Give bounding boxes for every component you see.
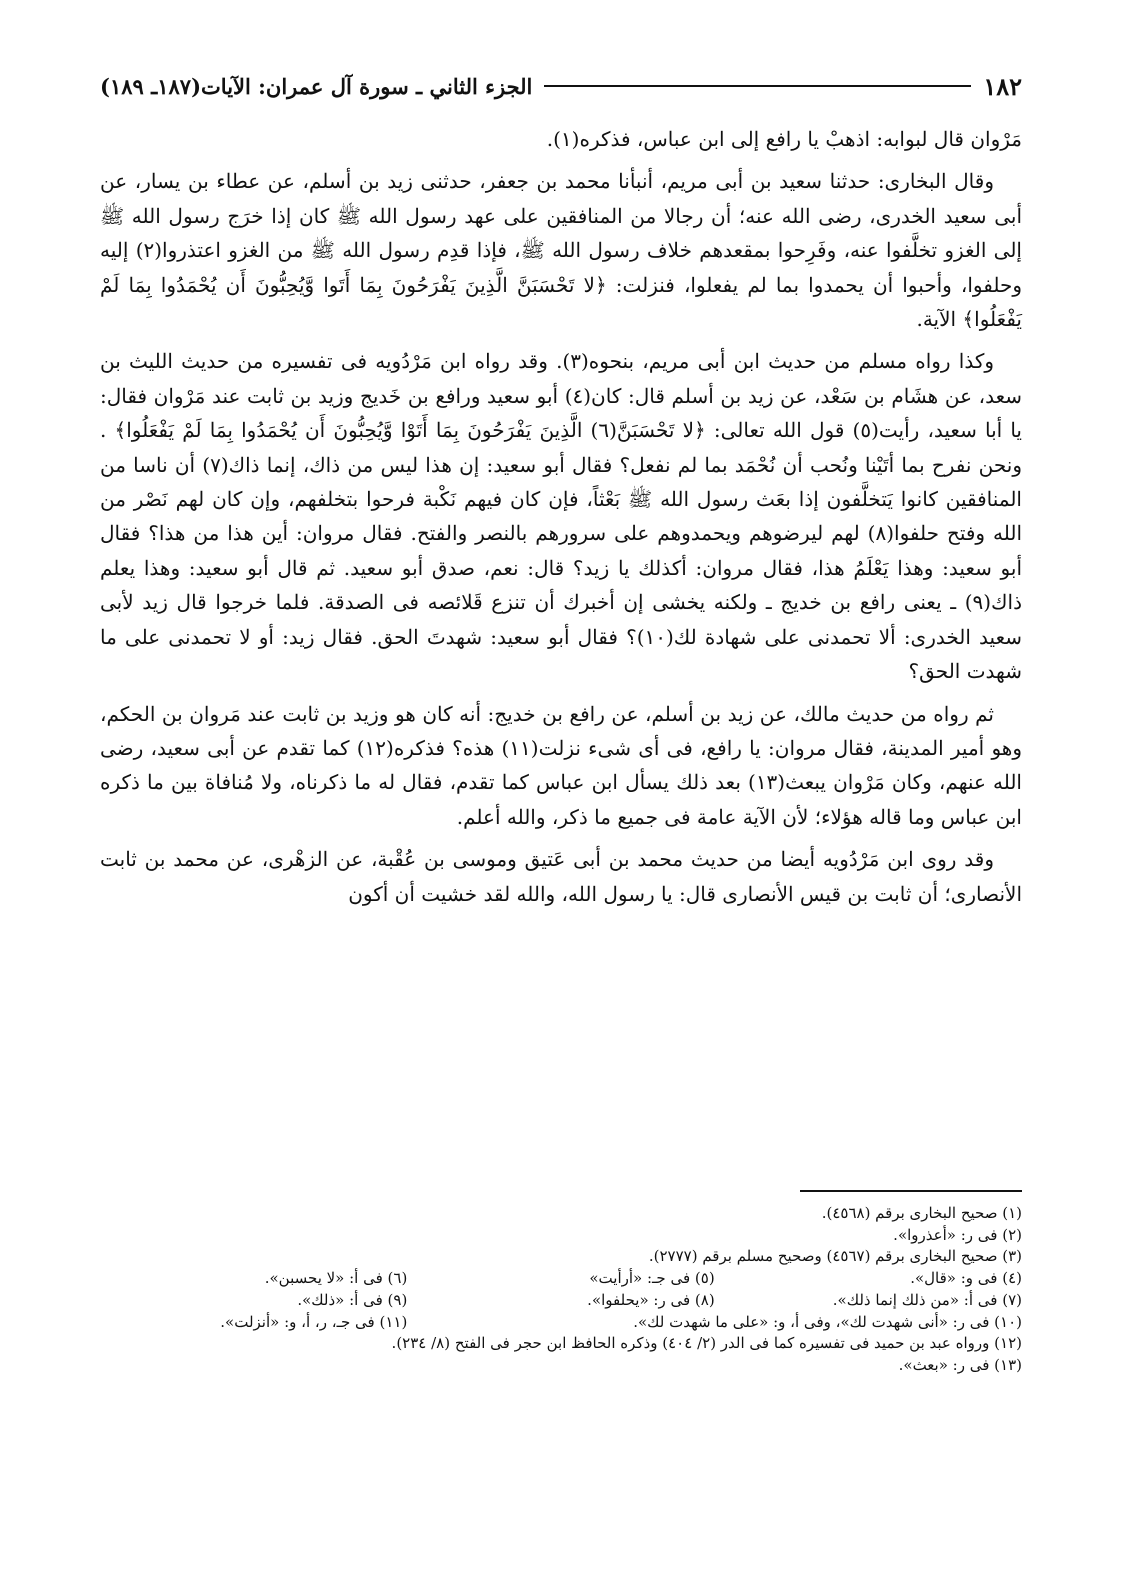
- footnotes: [100, 1203, 1022, 1377]
- paragraph: وقال البخارى: حدثنا سعيد بن أبى مريم، أنبأنا محمد بن جعفر، حدثنى زيد بن أسلم، عن عطاء بن يسار، عن أبى سعيد الخدرى، رضى الله عنه؛ أن رجالا من المنافقين على عهد رسول الله ﷺ كان إذا خرَج رسول الله ﷺ إلى الغزو تخلَّفوا عنه، وفَرِحوا بمقعدهم خلاف رسول الله ﷺ، فإذا قدِم رسول الله ﷺ من الغزو اعتذروا(٢) إليه وحلفوا، وأحبوا أن يحمدوا بما لم يفعلوا، فنزلت: ﴿لا تَحْسَبَنَّ الَّذِينَ يَفْرَحُونَ بِمَا أَتَوا وَّيُحِبُّونَ أَن يُحْمَدُوا بِمَا لَمْ يَفْعَلُوا﴾ الآية.: [100, 169, 1022, 332]
- running-title: الجزء الثاني ـ سورة آل عمران: الآيات(١٨٧ـ ١٨٩): [100, 73, 533, 99]
- footnote: (٧) فى أ: «من ذلك إنما ذلك».: [832, 1290, 1022, 1309]
- page-header: [100, 66, 1022, 106]
- footnote: (١٢) ورواه عبد بن حميد فى تفسيره كما فى الدر (٢/ ٤٠٤) وذكره الحافظ ابن حجر فى الفتح (٨/ ٢٣٤).: [391, 1334, 1022, 1353]
- footnote: (٨) فى ر: «يحلفوا».: [587, 1290, 715, 1309]
- footnote: (٦) فى أ: «لا يحسبن».: [264, 1269, 408, 1288]
- page-number: ١٨٢: [983, 71, 1022, 101]
- footnote: (٩) فى أ: «ذلك».: [297, 1290, 408, 1309]
- paragraph: مَرْوان قال لبوابه: اذهبْ يا رافع إلى ابن عباس، فذكره(١).: [546, 127, 1022, 151]
- paragraph: وقد روى ابن مَرْدُويه أيضا من حديث محمد بن أبى عَتيق وموسى بن عُقْبة، عن الزهْرى، عن محمد بن ثابت الأنصارى؛ أن ثابت بن قيس الأنصارى قال: يا رسول الله، والله لقد خشيت أن أكون: [100, 847, 1022, 906]
- footnote: (٣) صحيح البخارى برقم (٤٥٦٧) وصحيح مسلم برقم (٢٧٧٧).: [648, 1247, 1022, 1266]
- main-text: [100, 122, 1022, 919]
- header-rule: [544, 85, 971, 87]
- paragraph: ثم رواه من حديث مالك، عن زيد بن أسلم، عن رافع بن خديج: أنه كان هو وزيد بن ثابت عند مَروان بن الحكم، وهو أمير المدينة، فقال مروان: يا رافع، فى أى شىء نزلت(١١) هذه؟ فذكره(١٢) كما تقدم عن أبى سعيد، رضى الله عنهم، وكان مَرْوان يبعث(١٣) بعد ذلك يسأل ابن عباس كما تقدم، فقال له ما ذكرناه، ولا مُنافاة بين ما ذكره ابن عباس وما قاله هؤلاء؛ لأن الآية عامة فى جميع ما ذكر، والله أعلم.: [100, 701, 1022, 829]
- footnote: (١٠) فى ر: «أنى شهدت لك»، وفى أ، و: «على ما شهدت لك».: [633, 1312, 1022, 1331]
- footnote: (٢) فى ر: «أعذروا».: [893, 1225, 1022, 1244]
- paragraph: وكذا رواه مسلم من حديث ابن أبى مريم، بنحوه(٣). وقد رواه ابن مَرْدُويه فى تفسيره من حديث الليث بن سعد، عن هشَام بن سَعْد، عن زيد بن أسلم قال: كان(٤) أبو سعيد ورافع بن خَديج وزيد بن ثابت عند مَرْوان فقال: يا أبا سعيد، رأيت(٥) قول الله تعالى: ﴿لا تَحْسَبَنَّ(٦) الَّذِينَ يَفْرَحُونَ بِمَا أَتَوْا وَّيُحِبُّونَ أَن يُحْمَدُوا بِمَا لَمْ يَفْعَلُوا﴾ . ونحن نفرح بما أتَيْنا ونُحب أن نُحْمَد بما لم نفعل؟ فقال أبو سعيد: إن هذا ليس من ذاك، إنما ذاك(٧) أن ناسا من المنافقين كانوا يَتخلَّفون إذا بعَث رسول الله ﷺ بَعْثاً، فإن كان فيهم نَكْبة فرحوا بتخلفهم، وإن كان لهم نَصْر من الله وفتح حلفوا(٨) لهم ليرضوهم ويحمدوهم على سرورهم بالنصر والفتح. فقال مروان: أين هذا من هذا؟ فقال أبو سعيد: وهذا يَعْلَمُ هذا، فقال مروان: أكذلك يا زيد؟ قال: نعم، صدق أبو سعيد. ثم قال أبو سعيد: وهذا يعلم ذاك(٩) ـ يعنى رافع بن خديج ـ ولكنه يخشى إن أخبرك أن تنزع قَلائصه فى الصدقة. فلما خرجوا قال زيد لأبى سعيد الخدرى: ألا تحمدنى على شهادة لك(١٠)؟ فقال أبو سعيد: شهدتَ الحق. فقال زيد: أو لا تحمدنى على ما شهدت الحق؟: [100, 349, 1022, 684]
- footnote-separator: [800, 1190, 1022, 1192]
- footnote: (٤) فى و: «قال».: [910, 1269, 1022, 1288]
- footnote: (١١) فى جـ، ر، أ، و: «أنزلت».: [220, 1312, 408, 1331]
- footnote: (١٣) فى ر: «بعث».: [898, 1355, 1022, 1374]
- footnote: (٥) فى جـ: «أرأيت»: [589, 1269, 715, 1288]
- footnote: (١) صحيح البخارى برقم (٤٥٦٨).: [821, 1204, 1022, 1222]
